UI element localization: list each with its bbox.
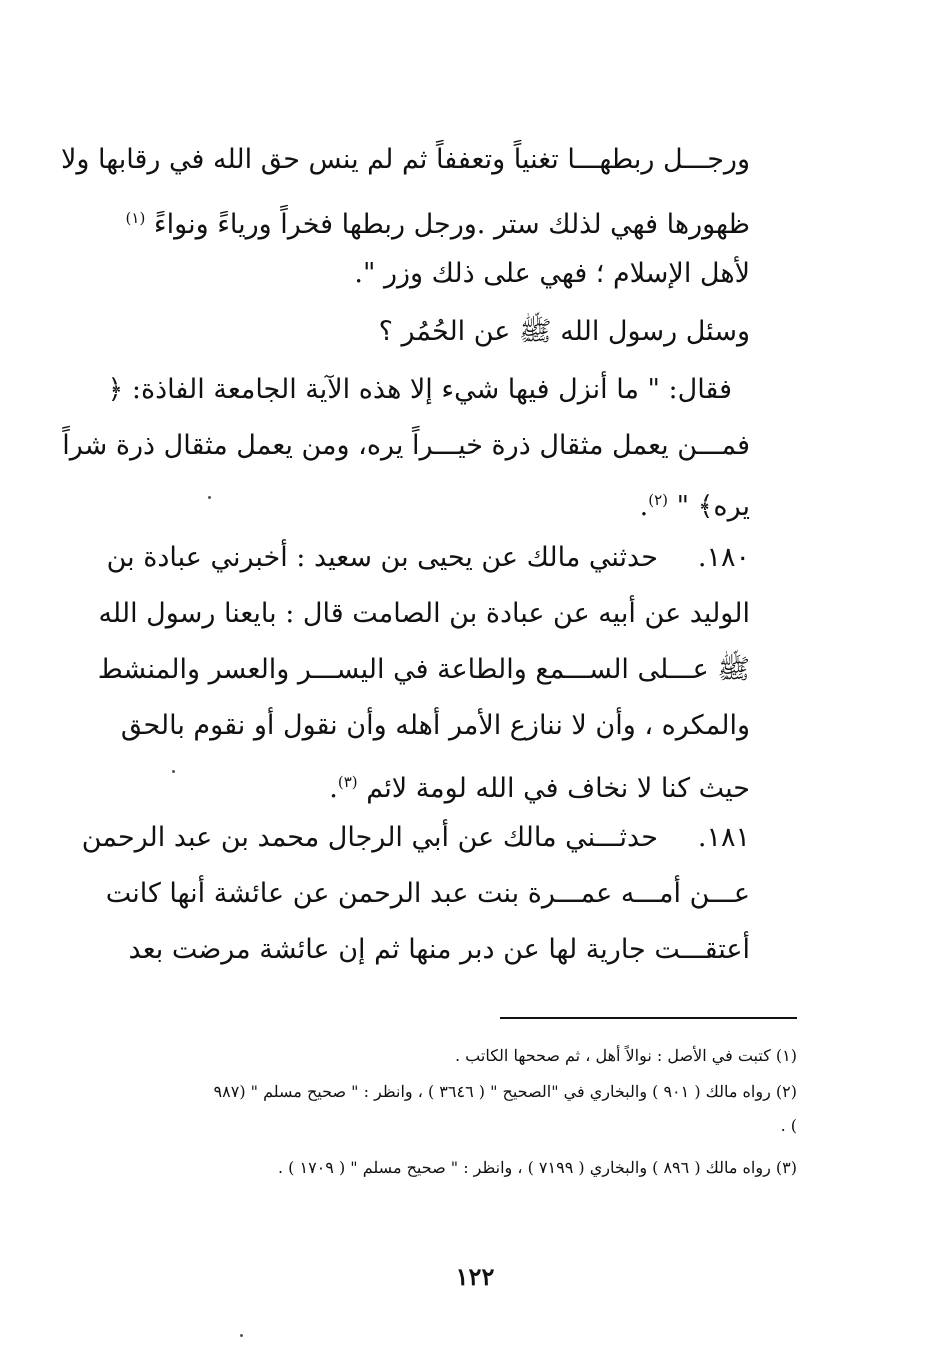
- text-span: ورجـــل ربطهـــا تغنياً وتعففاً ثم لم ينس حق الله في رقابها ولا: [61, 144, 750, 175]
- footnote-2: (٢) رواه مالك ( ٩٠١ ) والبخاري في "الصحيح " ( ٣٦٤٦ ) ، وانظر : " صحيح مسلم " (٩٨٧: [213, 1082, 797, 1101]
- text-span: فقال: " ما أنزل فيها شيء إلا هذه الآية الجامعة الفاذة: ﴿: [107, 374, 732, 405]
- scan-speck: [172, 770, 175, 773]
- period: .: [639, 491, 649, 522]
- text-span: حدثـــني مالك عن أبي الرجال محمد بن عبد الرحمن: [81, 822, 658, 853]
- text-span: عـــن أمـــه عمـــرة بنت عبد الرحمن عن عائشة أنها كانت: [105, 878, 750, 909]
- text-line: [120, 706, 750, 746]
- footnote-separator: [500, 1017, 797, 1019]
- text-span: لأهل الإسلام ؛ فهي على ذلك وزر ".: [354, 258, 750, 289]
- period: .: [329, 773, 338, 804]
- text-line: [128, 930, 750, 970]
- text-line: [138, 254, 750, 294]
- text-line: [138, 312, 750, 352]
- text-span: فمـــن يعمل مثقال ذرة خيـــراً يره، ومن يعمل مثقال ذرة شراً: [62, 430, 750, 461]
- text-span: حدثني مالك عن يحيى بن سعيد : أخبرني عبادة بن: [106, 542, 658, 573]
- text-line: [107, 370, 750, 410]
- text-span: الوليد عن أبيه عن عبادة بن الصامت قال : بايعنا رسول الله: [98, 598, 750, 629]
- scan-speck: [208, 496, 211, 499]
- scan-speck: [240, 1334, 243, 1337]
- hadith-180-line: [106, 538, 750, 578]
- text-line: [97, 650, 750, 690]
- page-number: ١٢٢: [455, 1262, 495, 1291]
- text-span: أعتقـــت جارية لها عن دبر منها ثم إن عائشة مرضت بعد: [128, 934, 750, 965]
- footnote-2-continuation: ) .: [780, 1116, 797, 1135]
- text-span: ظهورها فهي لذلك ستر .ورجل ربطها فخراً ورياءً ونواءً: [153, 209, 750, 240]
- text-line: [125, 198, 750, 245]
- text-span: وسئل رسول الله ﷺ عن الحُمُر ؟: [378, 316, 750, 347]
- text-line: [61, 140, 750, 180]
- text-span: والمكره ، وأن لا ننازع الأمر أهله وأن نقول أو نقوم بالحق: [120, 710, 750, 741]
- text-span: حيث كنا لا نخاف في الله لومة لائم: [366, 773, 750, 804]
- hadith-number: ١٨١.: [697, 822, 750, 853]
- hadith-number: ١٨٠.: [697, 542, 750, 573]
- footnote-marker[interactable]: (٣): [337, 773, 358, 791]
- text-line: [138, 480, 750, 527]
- text-line: [62, 426, 750, 466]
- text-line: [105, 874, 750, 914]
- text-span: ﷺ عـــلى الســـمع والطاعة في اليســـر والعسر والمنشط: [97, 654, 750, 685]
- hadith-181-line: [81, 818, 750, 858]
- text-line: [170, 762, 750, 809]
- footnote-3: (٣) رواه مالك ( ٨٩٦ ) والبخاري ( ٧١٩٩ ) ، وانظر : " صحيح مسلم " ( ١٧٠٩ ) .: [277, 1158, 797, 1177]
- text-span: يره﴾ ": [676, 491, 750, 522]
- footnote-marker[interactable]: (٢): [648, 491, 669, 509]
- footnote-marker[interactable]: (١): [125, 209, 146, 227]
- footnote-1: (١) كتبت في الأصل : نوالاً أهل ، ثم صححها الكاتب .: [455, 1046, 797, 1065]
- text-line: [98, 594, 750, 634]
